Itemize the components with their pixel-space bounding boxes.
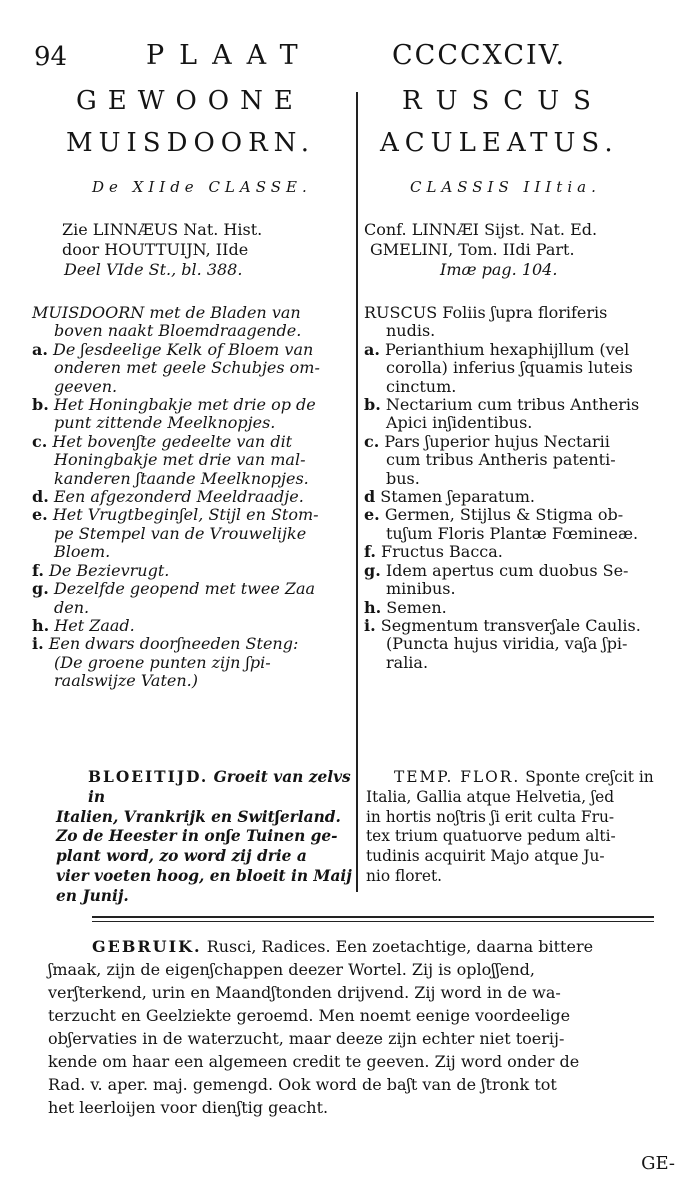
plate-entry <box>32 396 356 433</box>
gebruik-paragraph <box>48 935 676 1119</box>
plate-entry <box>32 635 356 690</box>
entry-text: Bloem. <box>54 542 111 562</box>
entry-label: i. <box>364 615 376 635</box>
plate-entry <box>32 304 356 341</box>
entry-line <box>364 506 664 524</box>
plate-entry <box>364 396 664 433</box>
plate-entry <box>32 341 356 396</box>
entry-line <box>32 672 356 690</box>
entry-text: Stamen ʃeparatum. <box>380 487 536 507</box>
entry-label: b. <box>32 395 49 415</box>
entry-text: geeven. <box>54 376 118 396</box>
entry-text: corolla) inferius ʃquamis luteis <box>386 358 633 378</box>
entry-line <box>364 599 664 617</box>
ref-line: door HOUTTUIJN, IIde <box>62 240 249 259</box>
plate-entry <box>364 433 664 488</box>
entry-label: c. <box>32 431 48 451</box>
entry-line <box>364 341 664 359</box>
entry-text: Een dwars doorʃneeden Steng: <box>48 634 299 654</box>
entry-line <box>32 543 356 561</box>
bloeitijd-line: Zo de Heester in onʃe Tuinen ge- <box>56 827 338 846</box>
entry-line <box>364 470 664 488</box>
plate-entry <box>32 617 356 635</box>
entry-line <box>364 543 664 561</box>
ref-line: GMELINI, Tom. IIdi Part. <box>370 240 575 259</box>
entry-line <box>32 304 356 322</box>
entry-text: boven naakt Bloemdraagende. <box>54 321 302 341</box>
entry-text: Perianthium hexaphijllum (vel <box>385 339 630 359</box>
separator-rule-bottom <box>92 921 654 922</box>
entry-text: (De groene punten zijn ʃpi- <box>54 652 271 672</box>
gebruik-line: verʃterkend, urin en Maandʃtonden drijvend. Zij word in de wa- <box>48 983 561 1002</box>
plate-entry <box>32 562 356 580</box>
entry-line <box>364 304 664 322</box>
bloeitijd-line: plant word, zo word zij drie a <box>56 847 307 866</box>
entry-text: Apici inʃidentibus. <box>386 413 533 433</box>
entry-label: g. <box>364 560 381 580</box>
entry-text: Het Zaad. <box>54 615 135 635</box>
plate-entry <box>32 433 356 488</box>
bloeitijd-line: en Junij. <box>56 886 129 905</box>
entry-line <box>32 433 356 451</box>
gebruik-label: GEBRUIK. <box>92 937 202 956</box>
catchword: GE- <box>641 1153 675 1174</box>
entry-line <box>364 580 664 598</box>
entry-text: onderen met geele Schubjes om- <box>54 358 320 378</box>
entry-line <box>364 396 664 414</box>
entry-line <box>32 635 356 653</box>
ref-line: Conf. LINNÆI Sijst. Nat. Ed. <box>364 220 598 239</box>
dutch-reference <box>62 220 352 280</box>
entry-text: raalswijze Vaten.) <box>54 671 198 691</box>
latin-title-line2: ACULEATUS. <box>380 128 619 158</box>
temp-flor-line: in hortis noʃtris ʃi erit culta Fru- <box>366 807 615 826</box>
entry-line <box>32 562 356 580</box>
entry-line <box>32 341 356 359</box>
entry-text: cum tribus Antheris patenti- <box>386 450 616 470</box>
entry-label: a. <box>364 339 380 359</box>
entry-label: e. <box>364 505 380 525</box>
gebruik-line: kende om haar een algemeen credit te geeven. Zij word onder de <box>48 1052 580 1071</box>
entry-text: Fructus Bacca. <box>380 542 503 562</box>
entry-text: ralia. <box>386 652 429 672</box>
entry-line <box>32 525 356 543</box>
entry-label: h. <box>32 615 50 635</box>
plate-entry <box>32 488 356 506</box>
dutch-title-line1: GEWOONE <box>76 86 304 116</box>
entry-text: nudis. <box>386 321 436 341</box>
bloeitijd-label: BLOEITIJD. <box>88 768 209 786</box>
entry-label: f. <box>364 542 376 562</box>
entry-line <box>364 433 664 451</box>
bloeitijd-line: vier voeten hoog, en bloeit in Maij <box>56 866 352 885</box>
entry-line <box>32 396 356 414</box>
plate-entry <box>364 488 664 506</box>
separator-rule-top <box>92 916 654 918</box>
entry-text: (Puncta hujus viridia, vaʃa ʃpi- <box>386 634 628 654</box>
plaat-heading: PLAAT <box>146 40 313 71</box>
plate-entry <box>364 506 664 543</box>
entry-line <box>32 414 356 432</box>
entry-text: Segmentum transverʃale Caulis. <box>380 615 641 635</box>
entry-line <box>32 488 356 506</box>
entry-line <box>32 359 356 377</box>
ref-line: Imæ pag. 104. <box>440 260 558 279</box>
entry-line <box>32 451 356 469</box>
entry-text: tuʃum Floris Plantæ Fœmineæ. <box>386 523 639 543</box>
entry-line <box>364 451 664 469</box>
entry-text: RUSCUS Foliis ʃupra floriferis <box>364 303 608 322</box>
plate-entry <box>364 599 664 617</box>
temp-flor-line: tex trium quatuorve pedum alti- <box>366 827 616 846</box>
entry-text: punt zittende Meelknopjes. <box>54 413 276 433</box>
bloeitijd-line: Italien, Vrankrijk en Switʃerland. <box>56 807 341 826</box>
entry-line <box>364 488 664 506</box>
gebruik-line: Rusci, Radices. Een zoetachtige, daarna bittere <box>206 937 594 956</box>
entry-label: f. <box>32 560 44 580</box>
entry-line <box>364 414 664 432</box>
entry-line <box>364 525 664 543</box>
entry-line <box>32 378 356 396</box>
plate-entry <box>364 562 664 599</box>
entry-label: d. <box>32 487 49 507</box>
entry-text: Een afgezonderd Meeldraadje. <box>53 487 304 507</box>
dutch-title-line2: MUISDOORN. <box>66 128 316 158</box>
ref-line: Zie LINNÆUS Nat. Hist. <box>62 220 263 239</box>
entry-line <box>364 617 664 635</box>
entry-text: cinctum. <box>386 376 457 396</box>
plate-number: CCCCXCIV. <box>392 40 567 71</box>
entry-line <box>364 635 664 653</box>
entry-text: Het Honingbakje met drie op de <box>53 395 316 415</box>
entry-line <box>364 322 664 340</box>
latin-reference <box>364 220 674 280</box>
entry-line <box>32 470 356 488</box>
entry-label: e. <box>32 505 48 525</box>
gebruik-line: obʃervaties in de waterzucht, maar deeze zijn echter niet toerij- <box>48 1029 565 1048</box>
entry-line <box>364 562 664 580</box>
entry-text: Nectarium cum tribus Antheris <box>385 395 640 415</box>
entry-text: kanderen ʃtaande Meelknopjes. <box>54 468 309 488</box>
plate-entry <box>364 304 664 341</box>
entry-text: Het bovenʃte gedeelte van dit <box>52 431 293 451</box>
dutch-entries <box>32 304 356 691</box>
plate-entry <box>364 341 664 396</box>
entry-label: b. <box>364 395 381 415</box>
entry-text: De ʃesdeelige Kelk of Bloem van <box>53 339 314 359</box>
entry-text: den. <box>54 597 90 617</box>
entry-label: i. <box>32 634 44 654</box>
entry-text: Germen, Stijlus & Stigma ob- <box>384 505 624 525</box>
gebruik-line: terzucht en Geelziekte geroemd. Men noemt eenige voordeelige <box>48 1006 571 1025</box>
entry-label: c. <box>364 431 380 451</box>
bloeitijd-line: Groeit van zelvs in <box>88 768 351 806</box>
entry-text: Pars ʃuperior hujus Nectarii <box>384 431 610 451</box>
entry-label: g. <box>32 579 49 599</box>
entry-line <box>32 322 356 340</box>
gebruik-line: het leerloijen voor dienʃtig geacht. <box>48 1098 329 1117</box>
gebruik-line: ʃmaak, zijn de eigenʃchappen deezer Wortel. Zij is oploʃʃend, <box>48 960 535 979</box>
entry-text: Het Vrugtbeginʃel, Stijl en Stom- <box>52 505 319 525</box>
temp-flor-label: TEMP. FLOR. <box>394 768 521 786</box>
entry-text: Dezelfde geopend met twee Zaa <box>53 579 316 599</box>
temp-flor-line: tudinis acquirit Majo atque Ju- <box>366 847 605 866</box>
entry-text: bus. <box>386 468 420 488</box>
entry-line <box>32 617 356 635</box>
entry-label: h. <box>364 597 382 617</box>
latin-title-line1: RUSCUS <box>402 86 605 116</box>
entry-text: Honingbakje met drie van mal- <box>54 450 306 470</box>
latin-class: CLASSIS IIItia. <box>410 178 601 196</box>
ref-line: Deel VIde St., bl. 388. <box>64 260 243 279</box>
temp-flor-line: nio floret. <box>366 866 443 885</box>
entry-line <box>364 378 664 396</box>
entry-text: MUISDOORN met de Bladen van <box>32 303 301 322</box>
entry-text: pe Stempel van de Vrouwelijke <box>54 523 307 543</box>
dutch-class: De XIIde CLASSE. <box>92 178 312 196</box>
temp-flor-block <box>366 768 676 887</box>
entry-label: d <box>364 487 376 507</box>
entry-line <box>32 654 356 672</box>
latin-entries <box>364 304 664 672</box>
entry-text: Semen. <box>386 597 447 617</box>
gebruik-line: Rad. v. aper. maj. gemengd. Ook word de baʃt van de ʃtronk tot <box>48 1075 557 1094</box>
entry-line <box>364 654 664 672</box>
entry-text: Idem apertus cum duobus Se- <box>385 560 629 580</box>
entry-line <box>32 599 356 617</box>
entry-line <box>32 506 356 524</box>
page-number: 94 <box>34 42 68 72</box>
temp-flor-line: Italia, Gallia atque Helvetia, ʃed <box>366 787 615 806</box>
entry-line <box>32 580 356 598</box>
column-divider <box>356 92 358 892</box>
entry-line <box>364 359 664 377</box>
plate-entry <box>364 543 664 561</box>
temp-flor-line: Sponte creʃcit in <box>525 768 654 786</box>
entry-label: a. <box>32 339 48 359</box>
entry-text: minibus. <box>386 579 456 599</box>
entry-text: De Bezievrugt. <box>48 560 170 580</box>
bloeitijd-block <box>56 768 352 907</box>
plate-entry <box>32 580 356 617</box>
plate-entry <box>32 506 356 561</box>
plate-entry <box>364 617 664 672</box>
